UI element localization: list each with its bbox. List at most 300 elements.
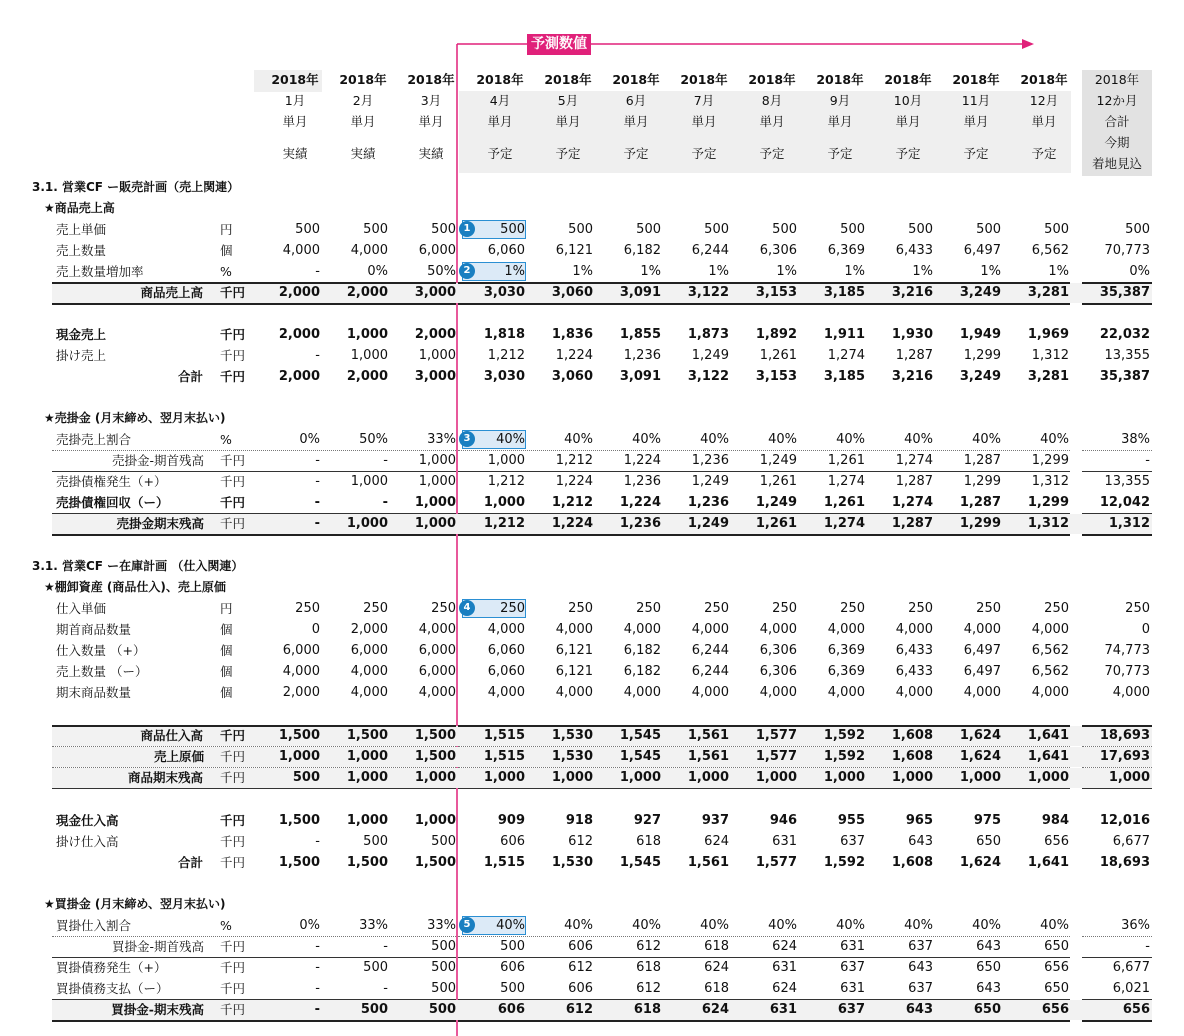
row-label: 売掛債権回収（ー） — [56, 495, 169, 510]
cell-value: 6,369 — [827, 664, 865, 679]
header-kind: 予定 — [1031, 146, 1057, 161]
cell-value: 250 — [500, 601, 525, 616]
header-month: 8月 — [761, 93, 783, 108]
cell-value: 6,060 — [487, 643, 525, 658]
cell-value: 1,261 — [759, 348, 797, 363]
header-kind: 予定 — [623, 146, 649, 161]
cell-value: 612 — [565, 1002, 593, 1017]
cell-value: 1,224 — [551, 516, 593, 531]
cell-total: 17,693 — [1099, 749, 1150, 764]
row-divider — [458, 788, 1070, 789]
cell-value: 606 — [497, 1002, 525, 1017]
cell-value: 1,000 — [346, 749, 388, 764]
header-period: 単月 — [691, 114, 717, 129]
cell-value: 40% — [700, 432, 729, 447]
row-unit: 千円 — [220, 474, 246, 489]
row-divider — [458, 725, 1070, 727]
cell-total: 12,016 — [1099, 813, 1150, 828]
header-kind: 予定 — [963, 146, 989, 161]
cell-value: 500 — [431, 222, 456, 237]
row-divider — [458, 767, 1070, 768]
row-label: 買掛金-期首残高 — [111, 939, 204, 954]
row-label: 売掛金-期首残高 — [111, 453, 204, 468]
row-unit: 千円 — [220, 834, 246, 849]
cell-value: 6,060 — [487, 243, 525, 258]
header-kind: 実績 — [418, 146, 444, 161]
cell-value: 250 — [840, 601, 865, 616]
cell-value: 1,000 — [483, 770, 525, 785]
row-label: 現金売上 — [56, 327, 107, 342]
cell-value: 6,433 — [895, 664, 933, 679]
cell-value: 250 — [636, 601, 661, 616]
cell-value: 918 — [565, 813, 593, 828]
cell-value: 1,224 — [623, 453, 661, 468]
header-kind: 予定 — [691, 146, 717, 161]
cell-value: 4,000 — [623, 685, 661, 700]
cell-value: 3,185 — [823, 285, 865, 300]
cell-value: 643 — [976, 939, 1001, 954]
row-divider — [52, 513, 456, 514]
cell-value: 1,624 — [959, 749, 1001, 764]
cell-value: 1,274 — [827, 474, 865, 489]
row-divider — [52, 746, 456, 747]
cell-total: 13,355 — [1104, 348, 1150, 363]
cell-value: 500 — [431, 960, 456, 975]
cell-value: 946 — [769, 813, 797, 828]
cell-value: 1,000 — [414, 770, 456, 785]
cell-value: 1,000 — [346, 327, 388, 342]
cell-value: 1,000 — [418, 348, 456, 363]
cell-value: 6,060 — [487, 664, 525, 679]
cell-value: 1,530 — [551, 855, 593, 870]
cell-value: 1,500 — [414, 855, 456, 870]
header-period: 単月 — [623, 114, 649, 129]
cell-value: 1,530 — [551, 749, 593, 764]
row-unit: 個 — [220, 643, 233, 658]
row-divider — [52, 936, 456, 937]
row-unit: 千円 — [220, 728, 246, 743]
row-label: 買掛仕入割合 — [56, 918, 132, 933]
row-unit: 千円 — [220, 939, 246, 954]
header-year: 2018年 — [884, 72, 932, 87]
cell-value: 3,249 — [959, 369, 1001, 384]
cell-total: 18,693 — [1099, 855, 1150, 870]
section-heading: ★棚卸資産 (商品仕入)、売上原価 — [44, 580, 226, 594]
header-month: 2月 — [352, 93, 374, 108]
cell-value: 1,000 — [346, 770, 388, 785]
row-divider — [52, 725, 456, 727]
cell-value: - — [315, 834, 320, 849]
header-kind: 予定 — [895, 146, 921, 161]
header-year: 2018年 — [1020, 72, 1068, 87]
cell-value: 2,000 — [350, 622, 388, 637]
cell-value: 40% — [700, 918, 729, 933]
cell-value: - — [382, 495, 388, 510]
cell-value: 1,236 — [623, 348, 661, 363]
cell-value: 4,000 — [487, 622, 525, 637]
cell-value: 40% — [496, 918, 525, 933]
cell-value: 1,224 — [555, 474, 593, 489]
cell-value: 500 — [704, 222, 729, 237]
cell-value: 1,000 — [619, 770, 661, 785]
cell-value: - — [315, 453, 320, 468]
cell-value: 637 — [837, 1002, 865, 1017]
row-unit: 千円 — [220, 327, 246, 342]
cell-value: 624 — [701, 1002, 729, 1017]
cell-value: 2,000 — [414, 327, 456, 342]
cell-value: 3,281 — [1027, 285, 1069, 300]
cell-value: 3,091 — [619, 285, 661, 300]
row-divider — [52, 767, 456, 768]
cell-value: 2,000 — [278, 285, 320, 300]
cell-value: 1% — [912, 264, 933, 279]
cell-value: 6,369 — [827, 243, 865, 258]
cell-value: 1% — [1048, 264, 1069, 279]
header-period: 単月 — [418, 114, 444, 129]
cell-value: 6,182 — [623, 664, 661, 679]
cell-value: 6,121 — [555, 243, 593, 258]
row-unit: 千円 — [220, 813, 246, 828]
cell-value: 637 — [840, 834, 865, 849]
cell-value: 1,949 — [959, 327, 1001, 342]
cell-value: 500 — [840, 222, 865, 237]
cell-value: 500 — [500, 981, 525, 996]
cell-value: - — [314, 1002, 320, 1017]
row-unit: 千円 — [220, 855, 246, 870]
cell-value: 643 — [976, 981, 1001, 996]
cell-value: 250 — [772, 601, 797, 616]
cell-value: 4,000 — [759, 685, 797, 700]
cell-value: 1,515 — [483, 728, 525, 743]
cell-value: 1,500 — [278, 813, 320, 828]
cell-total: 0 — [1141, 622, 1150, 637]
cell-value: 4,000 — [350, 685, 388, 700]
header-year: 2018年 — [271, 72, 319, 87]
cell-value: 1,000 — [418, 474, 456, 489]
cell-value: 4,000 — [895, 622, 933, 637]
cell-value: 1,545 — [619, 855, 661, 870]
row-label: 仕入単価 — [56, 601, 107, 616]
row-divider — [458, 450, 1070, 451]
header-kind: 予定 — [827, 146, 853, 161]
cell-value: 33% — [427, 432, 456, 447]
cell-value: 40% — [1040, 432, 1069, 447]
cell-value: 1,299 — [963, 474, 1001, 489]
cell-value: 1,561 — [687, 728, 729, 743]
cell-value: 1,545 — [619, 728, 661, 743]
cell-value: 1,261 — [823, 495, 865, 510]
header-month: 10月 — [893, 93, 923, 108]
cell-value: 3,216 — [891, 285, 933, 300]
cell-value: 650 — [1044, 939, 1069, 954]
cell-value: 1,592 — [823, 728, 865, 743]
row-divider — [52, 957, 456, 958]
cell-value: 1,641 — [1027, 749, 1069, 764]
row-divider — [458, 999, 1070, 1000]
row-unit: % — [220, 918, 232, 933]
cell-value: 500 — [295, 222, 320, 237]
row-unit: 千円 — [220, 1002, 246, 1017]
cell-value: 1,561 — [687, 855, 729, 870]
cell-value: 40% — [632, 918, 661, 933]
row-divider — [1082, 450, 1152, 451]
cell-value: 612 — [636, 981, 661, 996]
cell-value: 1% — [640, 264, 661, 279]
cell-value: - — [314, 495, 320, 510]
cell-value: 1,500 — [278, 855, 320, 870]
cell-value: 4,000 — [487, 685, 525, 700]
cell-value: 643 — [908, 960, 933, 975]
cell-total: 70,773 — [1104, 243, 1150, 258]
row-divider — [52, 534, 456, 536]
row-divider — [458, 936, 1070, 937]
cell-value: 631 — [840, 939, 865, 954]
cell-value: 1,592 — [823, 855, 865, 870]
row-divider — [458, 957, 1070, 958]
header-kind: 予定 — [759, 146, 785, 161]
cell-total: 6,021 — [1112, 981, 1150, 996]
cell-value: 6,182 — [623, 243, 661, 258]
row-unit: % — [220, 264, 232, 279]
cell-value: 1,312 — [1031, 348, 1069, 363]
cell-value: 4,000 — [1031, 622, 1069, 637]
row-label: 売上数量 — [56, 243, 107, 258]
cell-value: 1,224 — [619, 495, 661, 510]
cell-value: 3,153 — [755, 285, 797, 300]
cell-value: 650 — [976, 960, 1001, 975]
row-divider — [1082, 788, 1152, 789]
row-label: 合計 — [177, 855, 203, 870]
row-divider — [1082, 725, 1152, 727]
cell-value: 6,497 — [963, 243, 1001, 258]
cell-value: 1,000 — [346, 516, 388, 531]
cell-value: 2,000 — [346, 369, 388, 384]
cell-value: 500 — [431, 981, 456, 996]
cell-value: 2,000 — [278, 369, 320, 384]
row-divider — [458, 471, 1070, 472]
row-unit: 千円 — [220, 516, 246, 531]
cell-value: 4,000 — [282, 243, 320, 258]
cell-value: 500 — [363, 834, 388, 849]
cell-value: 3,060 — [551, 369, 593, 384]
cell-value: 1,274 — [895, 453, 933, 468]
cell-value: 1% — [844, 264, 865, 279]
row-label: 商品期末残高 — [127, 770, 203, 785]
header-month: 6月 — [625, 93, 647, 108]
row-label: 売掛債権発生（+） — [56, 474, 167, 489]
row-unit: % — [220, 432, 232, 447]
cell-value: 0 — [311, 622, 320, 637]
cell-value: 1,608 — [891, 855, 933, 870]
cell-total: 1,312 — [1108, 516, 1150, 531]
cell-value: 3,000 — [414, 369, 456, 384]
cell-value: 250 — [1044, 601, 1069, 616]
cell-value: 1,261 — [755, 516, 797, 531]
cell-value: 4,000 — [555, 685, 593, 700]
row-divider — [1082, 282, 1152, 284]
header-month: 3月 — [420, 93, 442, 108]
cell-value: 6,497 — [963, 664, 1001, 679]
cell-value: 1% — [708, 264, 729, 279]
cell-value: 1,212 — [551, 495, 593, 510]
cell-value: 6,000 — [418, 243, 456, 258]
header-year: 2018年 — [476, 72, 524, 87]
cell-value: 40% — [496, 432, 525, 447]
cell-value: 1,500 — [278, 728, 320, 743]
header-period: 単月 — [895, 114, 921, 129]
cell-value: 1,545 — [619, 749, 661, 764]
header-year: 2018年 — [339, 72, 387, 87]
section-heading: ★商品売上高 — [44, 201, 115, 215]
row-unit: 千円 — [220, 369, 246, 384]
cell-value: 1% — [776, 264, 797, 279]
cell-total: 70,773 — [1104, 664, 1150, 679]
row-label: 売上単価 — [56, 222, 107, 237]
cell-value: 6,497 — [963, 643, 1001, 658]
row-label: 売上数量増加率 — [56, 264, 144, 279]
row-divider — [1082, 746, 1152, 747]
header-month: 1月 — [284, 93, 306, 108]
cell-value: 3,216 — [891, 369, 933, 384]
cell-value: 631 — [769, 1002, 797, 1017]
cell-value: 500 — [772, 222, 797, 237]
row-label: 買掛債務発生（+） — [56, 960, 167, 975]
cell-total: 18,693 — [1099, 728, 1150, 743]
cell-value: 250 — [908, 601, 933, 616]
row-divider — [1082, 999, 1152, 1000]
cell-value: 3,153 — [755, 369, 797, 384]
cell-value: 0% — [299, 432, 320, 447]
row-divider — [1082, 957, 1152, 958]
cell-value: 1,892 — [755, 327, 797, 342]
cell-value: 40% — [768, 432, 797, 447]
header-year: 2018年 — [816, 72, 864, 87]
row-divider — [52, 450, 456, 451]
cell-value: 50% — [427, 264, 456, 279]
cell-value: 3,122 — [687, 369, 729, 384]
cell-value: 1,261 — [827, 453, 865, 468]
cell-total: 74,773 — [1104, 643, 1150, 658]
cell-value: 937 — [701, 813, 729, 828]
header-month: 12月 — [1029, 93, 1059, 108]
row-divider — [1082, 767, 1152, 768]
cell-value: 1,236 — [619, 516, 661, 531]
cell-value: 1,312 — [1027, 516, 1069, 531]
cell-value: 500 — [908, 222, 933, 237]
cell-value: 6,562 — [1031, 664, 1069, 679]
cell-total: 656 — [1122, 1002, 1150, 1017]
cell-value: 606 — [568, 939, 593, 954]
cell-value: 1,911 — [823, 327, 865, 342]
cell-value: 1,000 — [414, 813, 456, 828]
cell-value: 4,000 — [963, 685, 1001, 700]
cell-value: 6,121 — [555, 643, 593, 658]
cell-value: 624 — [772, 981, 797, 996]
cell-total: 4,000 — [1112, 685, 1150, 700]
step-badge: 3 — [459, 431, 475, 447]
cell-value: 1,500 — [346, 855, 388, 870]
row-label: 商品売上高 — [140, 285, 203, 300]
row-divider — [52, 788, 456, 789]
row-unit: 千円 — [220, 285, 246, 300]
row-unit: 個 — [220, 622, 233, 637]
row-divider — [52, 303, 456, 305]
cell-value: 500 — [363, 222, 388, 237]
cell-value: 1,000 — [823, 770, 865, 785]
row-divider — [458, 513, 1070, 514]
row-divider — [458, 534, 1070, 536]
cell-value: 40% — [564, 432, 593, 447]
cell-value: 0% — [367, 264, 388, 279]
row-label: 売掛売上割合 — [56, 432, 132, 447]
row-unit: 千円 — [220, 495, 246, 510]
cell-value: - — [315, 348, 320, 363]
cell-value: 40% — [972, 918, 1001, 933]
header-period: 単月 — [963, 114, 989, 129]
row-label: 現金仕入高 — [56, 813, 119, 828]
cell-value: 650 — [973, 1002, 1001, 1017]
cell-value: 1,608 — [891, 728, 933, 743]
cell-value: 1,212 — [555, 453, 593, 468]
cell-value: 1,236 — [623, 474, 661, 489]
cell-value: 4,000 — [418, 622, 456, 637]
row-unit: 個 — [220, 664, 233, 679]
cell-value: 965 — [905, 813, 933, 828]
cell-value: 612 — [636, 939, 661, 954]
cell-value: 6,369 — [827, 643, 865, 658]
row-label: 買掛金-期末残高 — [111, 1002, 204, 1017]
cell-value: - — [315, 474, 320, 489]
cell-value: 1,000 — [414, 495, 456, 510]
cell-value: 612 — [568, 960, 593, 975]
header-kind: 予定 — [555, 146, 581, 161]
cell-value: 3,281 — [1027, 369, 1069, 384]
row-divider — [1082, 303, 1152, 305]
cell-value: 1,287 — [895, 348, 933, 363]
cell-value: 1,577 — [755, 855, 797, 870]
cell-value: 250 — [704, 601, 729, 616]
cell-value: 6,000 — [350, 643, 388, 658]
cell-value: 656 — [1044, 960, 1069, 975]
step-badge: 2 — [459, 263, 475, 279]
cell-value: 500 — [636, 222, 661, 237]
cell-total: 22,032 — [1099, 327, 1150, 342]
header-kind: 実績 — [350, 146, 376, 161]
cell-value: 40% — [632, 432, 661, 447]
cell-value: 1,299 — [963, 348, 1001, 363]
cell-value: 1,287 — [895, 474, 933, 489]
header-period: 単月 — [1031, 114, 1057, 129]
cell-value: 1,000 — [350, 474, 388, 489]
cell-total: 1,000 — [1108, 770, 1150, 785]
cell-total: 35,387 — [1099, 369, 1150, 384]
cell-value: 6,244 — [691, 243, 729, 258]
header-total-line: 合計 — [1104, 114, 1130, 129]
cell-value: 1,930 — [891, 327, 933, 342]
cell-value: 1,000 — [551, 770, 593, 785]
cell-value: 624 — [704, 834, 729, 849]
row-unit: 個 — [220, 243, 233, 258]
cell-value: 50% — [359, 432, 388, 447]
cell-value: 1,608 — [891, 749, 933, 764]
cell-value: 1,000 — [891, 770, 933, 785]
row-unit: 千円 — [220, 981, 246, 996]
cell-total: 12,042 — [1099, 495, 1150, 510]
cell-value: 618 — [636, 960, 661, 975]
cell-value: 650 — [976, 834, 1001, 849]
row-label: 買掛債務支払（ー） — [56, 981, 169, 996]
cell-value: 40% — [972, 432, 1001, 447]
